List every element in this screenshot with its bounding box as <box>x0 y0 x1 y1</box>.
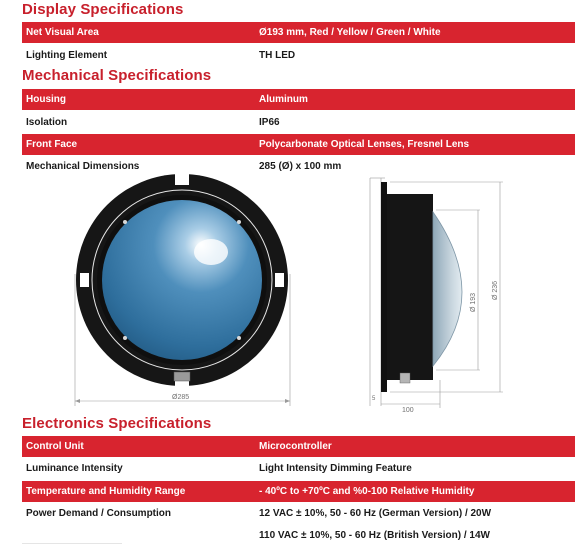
spec-row-control-unit <box>22 436 575 457</box>
spec-row-luminance-intensity <box>22 458 575 479</box>
spec-value: TH LED <box>259 50 296 61</box>
side-inner-dim: Ø 193 <box>470 292 477 312</box>
side-housing-body <box>387 194 433 380</box>
spec-row-lighting-element <box>22 45 575 66</box>
side-view <box>370 178 503 414</box>
display-specs-title: Display Specifications <box>22 1 184 18</box>
spec-row-front-face <box>22 134 575 155</box>
side-depth-dim: 100 <box>402 407 414 414</box>
spec-label: Housing <box>26 94 66 105</box>
spec-value: Ø193 mm, Red / Yellow / Green / White <box>259 27 441 38</box>
spec-label: Temperature and Humidity Range <box>26 486 186 497</box>
side-housing-flange <box>381 182 387 392</box>
technical-drawing <box>0 174 575 414</box>
spec-value: Light Intensity Dimming Feature <box>259 463 412 474</box>
spec-label: Control Unit <box>26 441 84 452</box>
spec-value: - 40ºC to +70ºC and %0-100 Relative Humidity <box>259 486 475 497</box>
front-diameter-dim: Ø285 <box>172 394 190 401</box>
electronics-specs-title: Electronics Specifications <box>22 415 212 432</box>
spec-label: Power Demand / Consumption <box>26 508 172 519</box>
spec-label: Mechanical Dimensions <box>26 161 140 172</box>
spec-row-power-demand <box>22 503 575 524</box>
power-demand-british: 110 VAC ± 10%, 50 - 60 Hz (British Version) / 14W <box>259 530 490 541</box>
spec-value: Microcontroller <box>259 441 332 452</box>
spec-label: Isolation <box>26 117 68 128</box>
spec-row-housing <box>22 89 575 110</box>
side-lens <box>433 212 462 366</box>
spec-row-temperature-humidity <box>22 481 575 502</box>
spec-value: Polycarbonate Optical Lenses, Fresnel Lens <box>259 139 470 150</box>
lens <box>102 200 262 360</box>
spec-value: 285 (Ø) x 100 mm <box>259 161 342 172</box>
side-small-dim: 5 <box>372 396 376 402</box>
cable-gland <box>174 372 190 381</box>
spec-value: 12 VAC ± 10%, 50 - 60 Hz (German Version) / 20W <box>259 508 492 519</box>
spec-value: Aluminum <box>259 94 308 105</box>
side-outer-dim: Ø 236 <box>492 280 499 300</box>
spec-label: Lighting Element <box>26 50 108 61</box>
mechanical-specs-title: Mechanical Specifications <box>22 67 212 84</box>
spec-label: Front Face <box>26 139 78 150</box>
lens-highlight <box>194 239 228 265</box>
spec-value: IP66 <box>259 117 280 128</box>
spec-row-net-visual-area <box>22 22 575 43</box>
front-view <box>75 174 290 406</box>
spec-row-isolation <box>22 112 575 133</box>
footer-divider <box>22 543 122 544</box>
spec-label: Luminance Intensity <box>26 463 123 474</box>
spec-label: Net Visual Area <box>26 27 99 38</box>
